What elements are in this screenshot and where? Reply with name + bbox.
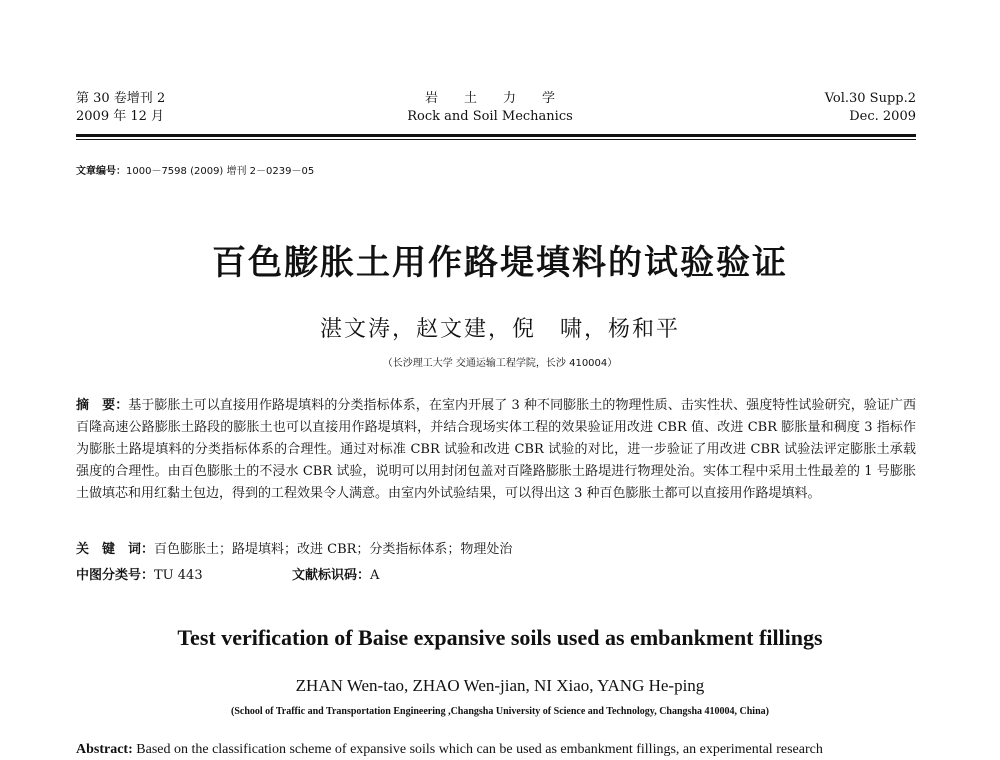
article-number — [76, 162, 314, 177]
journal-name-cn: 岩土力学 — [424, 91, 581, 106]
authors-cn: 湛文涛，赵文建，倪 啸，杨和平 — [319, 317, 680, 342]
doc-code-value: A — [370, 568, 380, 583]
title-en: Test verification of Baise expansive soils used as embankment fillings — [177, 625, 823, 650]
affiliation-en: (School of Traffic and Transportation Engineering ,Changsha University of Science and Technology, Changsha 410004, China) — [231, 706, 769, 717]
clc-value: TU 443 — [154, 568, 203, 583]
abstract-cn-text: 基于膨胀土可以直接用作路堤填料的分类指标体系，在室内开展了 3 种不同膨胀土的物理性质、击实性状、强度特性试验研究，验证广西百隆高速公路膨胀土路段的膨胀土也可以直接用作路堤填料，并结合现场实体工程的效果验证用改进 CBR 值、改进 CBR 膨胀量和稠度 3 指标作为膨胀土路堤填料的分类指标体系的合理性。通过对标准 CBR 试验和改进 CBR 试验的对比，进一步验证了用改进 CBR 试验法评定膨胀土承载强度的合理性。由百色膨胀土的不浸水 CBR 试验，说明可以用封闭包盖对百隆路膨胀土路堤进行物理处治。实体工程中采用土性最差的 1 号膨胀土做填芯和用红黏土包边，得到的工程效果令人满意。由室内外试验结果，可以得出这 3 种百色膨胀土都可以直接用作路堤填料。 — [76, 398, 916, 501]
authors-en: ZHAN Wen-tao, ZHAO Wen-jian, NI Xiao, YANG He-ping — [295, 676, 705, 695]
document-code — [292, 566, 379, 586]
keywords-cn — [76, 540, 916, 560]
abstract-cn — [76, 395, 916, 505]
keywords-cn-label: 关 键 词： — [76, 542, 155, 557]
header-volume: 第 30 卷增刊 2 — [76, 91, 166, 106]
header-vol-supp: Vol.30 Supp.2 — [824, 91, 916, 106]
header-volume-en — [720, 90, 916, 126]
journal-name-en: Rock and Soil Mechanics — [407, 109, 573, 124]
header-volume-info — [76, 90, 165, 126]
header-journal — [330, 90, 650, 126]
clc-label: 中图分类号： — [76, 568, 155, 583]
keywords-cn-text: 百色膨胀土；路堤填料；改进 CBR；分类指标体系；物理处治 — [154, 542, 513, 557]
article-number-value: 1000－7598 (2009) 增刊 2－0239－05 — [126, 166, 315, 177]
header-rule-thick — [76, 134, 916, 137]
article-number-label: 文章编号： — [76, 166, 126, 177]
header-rule-thin — [76, 139, 916, 140]
header-date-en: Dec. 2009 — [849, 109, 916, 124]
header-date-cn: 2009 年 12 月 — [76, 109, 165, 124]
abstract-cn-label: 摘 要： — [76, 398, 129, 413]
abstract-en-text: Based on the classification scheme of expansive soils which can be used as embankment fillings, an experimental research — [132, 742, 823, 757]
doc-code-label: 文献标识码： — [292, 568, 371, 583]
abstract-en — [76, 742, 936, 758]
title-cn: 百色膨胀土用作路堤填料的试验验证 — [212, 243, 788, 283]
affiliation-cn: （长沙理工大学 交通运输工程学院，长沙 410004） — [382, 358, 618, 369]
abstract-en-label: Abstract: — [76, 742, 133, 757]
classification-line — [76, 566, 380, 586]
